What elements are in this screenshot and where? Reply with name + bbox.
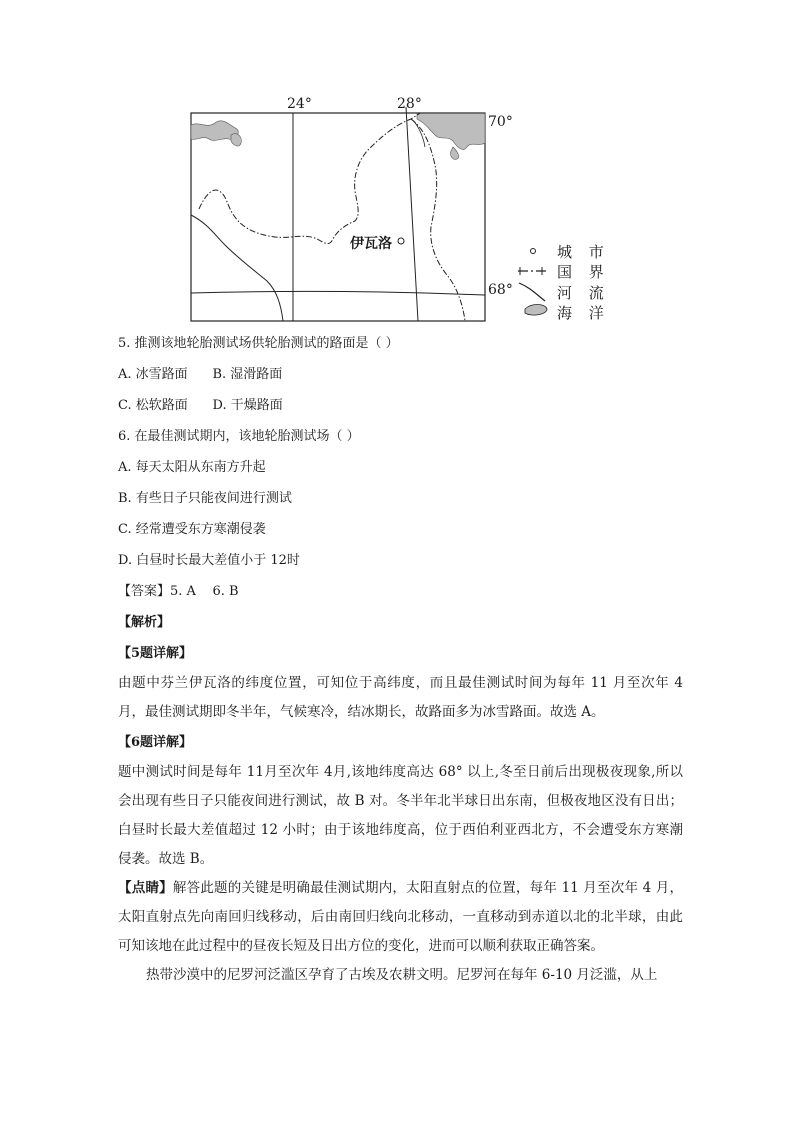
lon-left-label: 24° — [287, 96, 312, 112]
tip-text: 解答此题的关键是明确最佳测试期内，太阳直射点的位置，每年 11 月至次年 4 月，太阳直射点先向南回归线移动，后由南回归线向北移动，一直移动到赤道以北的北半球，由此可知该地在此过程中的昼夜长短及日出方位的变化，进而可以顺利获取正确答案。 — [118, 880, 684, 954]
legend-label-sea: 海 洋 — [557, 304, 610, 322]
map-figure — [185, 95, 615, 325]
question-5-stem: 5. 推测该地轮胎测试场供轮胎测试的路面是（ ） — [118, 336, 399, 351]
question-6-option-c: C. 经常遭受东方寒潮侵袭 — [118, 522, 266, 537]
lon-28-line — [406, 107, 418, 321]
map-drawing — [185, 95, 615, 325]
lat-68-line — [191, 291, 485, 295]
lat-bottom-label: 68° — [488, 282, 513, 298]
detail-5-text: 由题中芬兰伊瓦洛的纬度位置，可知位于高纬度，而且最佳测试时间为每年 11 月至次年 4 月，最佳测试期即冬半年，气候寒冷，结冰期长，故路面多为冰雪路面。故选 A。 — [118, 675, 683, 720]
detail-6-text: 题中测试时间是每年 11月至次年 4月,该地纬度高达 68° 以上,冬至日前后出现极夜现象,所以会出现有些日子只能夜间进行测试，故 B 对。冬半年北半球日出东南，但极夜地区没有日出；白昼时长最大差值超过 12 小时；由于该地纬度高，位于西伯利亚西北方，不会遭受东方寒潮侵袭。故选 B。 — [118, 764, 683, 867]
tip-paragraph — [118, 874, 683, 961]
sea-shape-left2 — [231, 134, 241, 146]
answer-line: 【答案】5. A 6. B — [118, 584, 239, 599]
next-paragraph: 热带沙漠中的尼罗河泛滥区孕育了古埃及农耕文明。尼罗河在每年 6-10 月泛滥，从上 — [146, 967, 658, 983]
question-6-stem: 6. 在最佳测试期内，该地轮胎测试场（ ） — [118, 429, 360, 444]
question-5-options-ab: A. 冰雪路面 B. 湿滑路面 — [118, 367, 283, 382]
legend-label-border: 国 界 — [557, 263, 610, 281]
sea-shape-right — [417, 113, 485, 149]
city-dot-icon — [398, 238, 404, 244]
document-body — [118, 328, 683, 990]
legend-label-river: 河 流 — [557, 284, 610, 302]
tip-heading: 【点睛】 — [118, 880, 173, 896]
river-path — [191, 215, 283, 321]
lat-top-label: 70° — [488, 114, 513, 130]
city-label: 伊瓦洛 — [350, 236, 392, 252]
lon-right-label: 28° — [397, 96, 422, 112]
question-6-option-b: B. 有些日子只能夜间进行测试 — [118, 491, 292, 506]
river-icon — [519, 283, 545, 301]
question-6-option-a: A. 每天太阳从东南方升起 — [118, 460, 266, 475]
detail-5-heading: 【5题详解】 — [118, 646, 193, 661]
question-5-options-cd: C. 松软路面 D. 干燥路面 — [118, 398, 283, 413]
legend-label-city: 城 市 — [557, 243, 610, 261]
analysis-heading: 【解析】 — [118, 615, 171, 630]
sea-shape-right2 — [450, 147, 458, 159]
city-dot-icon — [531, 249, 536, 254]
detail-6-heading: 【6题详解】 — [118, 735, 193, 750]
sea-icon — [525, 305, 547, 316]
question-6-option-d: D. 白昼时长最大差值小于 12时 — [118, 553, 300, 568]
